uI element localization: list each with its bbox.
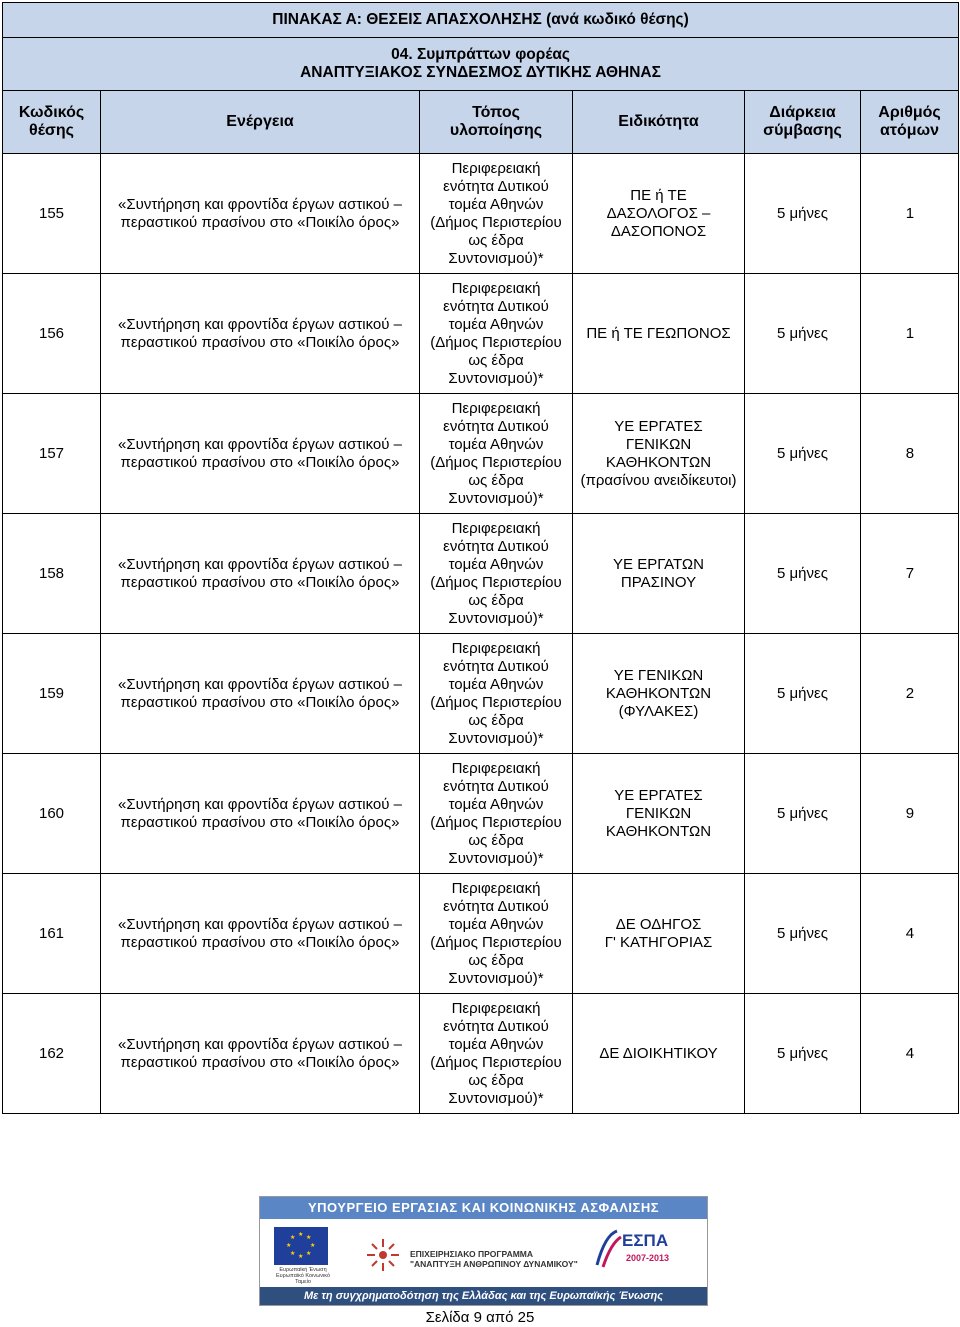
cell-duration: 5 μήνες [745,154,861,274]
cell-code: 160 [3,754,101,874]
table-row [3,274,959,394]
cell-code: 162 [3,994,101,1114]
table-row [3,754,959,874]
cofunding-banner [259,1196,708,1306]
cell-duration: 5 μήνες [745,754,861,874]
cell-duration: 5 μήνες [745,394,861,514]
cell-duration: 5 μήνες [745,874,861,994]
cell-action: «Συντήρηση και φροντίδα έργων αστικού – περαστικού πρασίνου στο «Ποικίλο όρος» [101,394,420,514]
cell-code: 159 [3,634,101,754]
table-title: ΠΙΝΑΚΑΣ Α: ΘΕΣΕΙΣ ΑΠΑΣΧΟΛΗΣΗΣ (ανά κωδικό θέσης) [3,3,959,38]
table-row [3,634,959,754]
cell-duration: 5 μήνες [745,994,861,1114]
cell-persons: 7 [861,514,959,634]
cell-persons: 1 [861,274,959,394]
table-row [3,154,959,274]
programme-logo-icon [363,1235,403,1275]
cell-action: «Συντήρηση και φροντίδα έργων αστικού – περαστικού πρασίνου στο «Ποικίλο όρος» [101,154,420,274]
header-code: Κωδικός θέσης [3,91,101,154]
cell-duration: 5 μήνες [745,514,861,634]
cell-persons: 9 [861,754,959,874]
cell-place: Περιφερειακή ενότητα Δυτικού τομέα Αθηνών (Δήμος Περιστερίου ως έδρα Συντονισμού)* [420,274,573,394]
cell-code: 155 [3,154,101,274]
subtitle-line2: ΑΝΑΠΤΥΞΙΑΚΟΣ ΣΥΝΔΕΣΜΟΣ ΔΥΤΙΚΗΣ ΑΘΗΝΑΣ [300,64,661,81]
header-place: Τόπος υλοποίησης [420,91,573,154]
cell-code: 158 [3,514,101,634]
cell-action: «Συντήρηση και φροντίδα έργων αστικού – περαστικού πρασίνου στο «Ποικίλο όρος» [101,634,420,754]
cell-specialty: ΔΕ ΔΙΟΙΚΗΤΙΚΟΥ [573,994,745,1114]
programme-name: ΕΠΙΧΕΙΡΗΣΙΑΚΟ ΠΡΟΓΡΑΜΜΑ "ΑΝΑΠΤΥΞΗ ΑΝΘΡΩΠΙΝΟΥ ΔΥΝΑΜΙΚΟΥ" [410,1249,578,1269]
table-subtitle [3,38,959,91]
cell-place: Περιφερειακή ενότητα Δυτικού τομέα Αθηνών (Δήμος Περιστερίου ως έδρα Συντονισμού)* [420,634,573,754]
subtitle-line1: 04. Συμπράττων φορέας [391,46,570,63]
cell-duration: 5 μήνες [745,274,861,394]
header-action: Ενέργεια [101,91,420,154]
header-specialty: Ειδικότητα [573,91,745,154]
table-row [3,994,959,1114]
table-row [3,514,959,634]
cell-persons: 4 [861,874,959,994]
cell-action: «Συντήρηση και φροντίδα έργων αστικού – περαστικού πρασίνου στο «Ποικίλο όρος» [101,994,420,1114]
cell-persons: 8 [861,394,959,514]
cell-action: «Συντήρηση και φροντίδα έργων αστικού – περαστικού πρασίνου στο «Ποικίλο όρος» [101,754,420,874]
header-duration: Διάρκεια σύμβασης [745,91,861,154]
cell-persons: 2 [861,634,959,754]
espa-years: 2007-2013 [626,1253,670,1263]
cell-place: Περιφερειακή ενότητα Δυτικού τομέα Αθηνών (Δήμος Περιστερίου ως έδρα Συντονισμού)* [420,154,573,274]
page-number: Σελίδα 9 από 25 [425,1309,535,1326]
cell-specialty: ΠΕ ή ΤΕ ΓΕΩΠΟΝΟΣ [573,274,745,394]
cell-code: 161 [3,874,101,994]
cell-code: 156 [3,274,101,394]
cell-place: Περιφερειακή ενότητα Δυτικού τομέα Αθηνών (Δήμος Περιστερίου ως έδρα Συντονισμού)* [420,394,573,514]
cell-specialty: ΥΕ ΕΡΓΑΤΕΣ ΓΕΝΙΚΩΝ ΚΑΘΗΚΟΝΤΩΝ (πρασίνου ανειδίκευτοι) [573,394,745,514]
cell-place: Περιφερειακή ενότητα Δυτικού τομέα Αθηνών (Δήμος Περιστερίου ως έδρα Συντονισμού)* [420,874,573,994]
cell-place: Περιφερειακή ενότητα Δυτικού τομέα Αθηνών (Δήμος Περιστερίου ως έδρα Συντονισμού)* [420,514,573,634]
cell-place: Περιφερειακή ενότητα Δυτικού τομέα Αθηνών (Δήμος Περιστερίου ως έδρα Συντονισμού)* [420,754,573,874]
table-row [3,394,959,514]
cell-specialty: ΥΕ ΕΡΓΑΤΩΝ ΠΡΑΣΙΝΟΥ [573,514,745,634]
espa-label: ΕΣΠΑ [622,1231,669,1250]
cell-specialty: ΥΕ ΕΡΓΑΤΕΣ ΓΕΝΙΚΩΝ ΚΑΘΗΚΟΝΤΩΝ [573,754,745,874]
cell-persons: 4 [861,994,959,1114]
cell-code: 157 [3,394,101,514]
header-persons: Αριθμός ατόμων [861,91,959,154]
eu-flag-icon: ★ ★ ★ ★ ★ ★ ★ ★ [274,1227,328,1265]
eu-caption: Ευρωπαϊκή Ένωση Ευρωπαϊκό Κοινωνικό Ταμείο [275,1267,331,1285]
ministry-title: ΥΠΟΥΡΓΕΙΟ ΕΡΓΑΣΙΑΣ ΚΑΙ ΚΟΙΝΩΝΙΚΗΣ ΑΣΦΑΛΙΣΗΣ [260,1197,707,1219]
table-row [3,874,959,994]
cell-action: «Συντήρηση και φροντίδα έργων αστικού – περαστικού πρασίνου στο «Ποικίλο όρος» [101,514,420,634]
cell-persons: 1 [861,154,959,274]
cell-action: «Συντήρηση και φροντίδα έργων αστικού – περαστικού πρασίνου στο «Ποικίλο όρος» [101,274,420,394]
cell-action: «Συντήρηση και φροντίδα έργων αστικού – περαστικού πρασίνου στο «Ποικίλο όρος» [101,874,420,994]
cell-specialty: ΔΕ ΟΔΗΓΟΣ Γ' ΚΑΤΗΓΟΡΙΑΣ [573,874,745,994]
cell-place: Περιφερειακή ενότητα Δυτικού τομέα Αθηνών (Δήμος Περιστερίου ως έδρα Συντονισμού)* [420,994,573,1114]
positions-table [2,2,959,1114]
cell-specialty: ΥΕ ΓΕΝΙΚΩΝ ΚΑΘΗΚΟΝΤΩΝ (ΦΥΛΑΚΕΣ) [573,634,745,754]
cell-duration: 5 μήνες [745,634,861,754]
cofunding-text: Με τη συγχρηματοδότηση της Ελλάδας και της Ευρωπαϊκής Ένωσης [260,1287,707,1305]
cell-specialty: ΠΕ ή ΤΕ ΔΑΣΟΛΟΓΟΣ – ΔΑΣΟΠΟΝΟΣ [573,154,745,274]
